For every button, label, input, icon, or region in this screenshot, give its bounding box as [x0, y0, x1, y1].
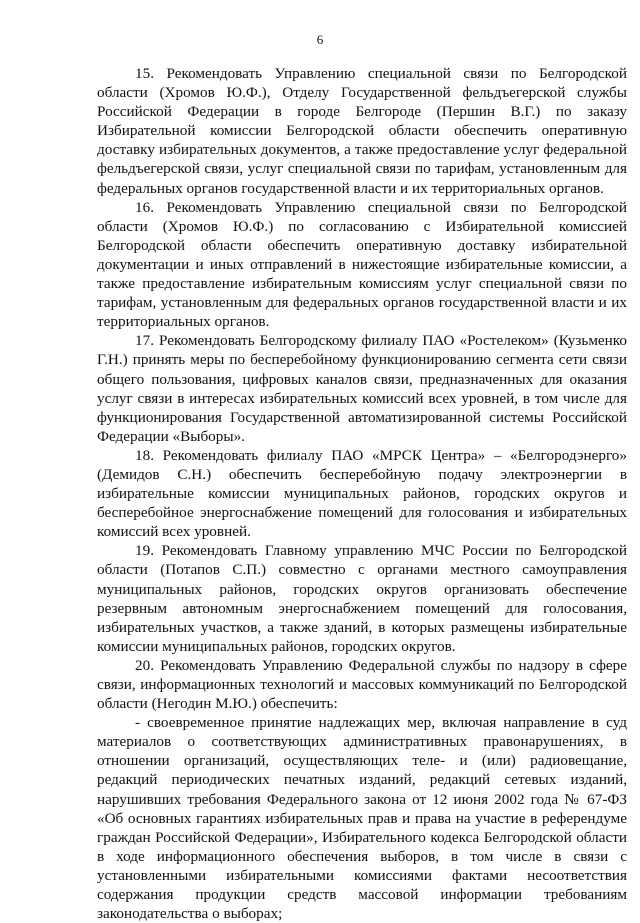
page-number: 6 [316, 32, 324, 47]
paragraph-20-item: - своевременное принятие надлежащих мер, включая направление в суд материалов о соответствующих административных правонарушениях, в отношении организаций, осуществляющих теле- и (или) радиовещание, редакций периодических печатных изданий, редакций сетевых изданий, нарушивших требования Федерального закона от 12 июня 2002 года № 67-ФЗ «Об основных гарантиях избирательных прав и права на участие в референдуме граждан Российской Федерации», Избирательного кодекса Белгородской области в ходе информационного обеспечения выборов, в том числе в связи с установленными избирательными комиссиями фактами несоответствия содержания продукции средств массовой информации требованиям законодательства о выборах; [97, 714, 627, 923]
paragraph-17: 17. Рекомендовать Белгородскому филиалу ПАО «Ростелеком» (Кузьменко Г.Н.) принять меры по бесперебойному функционированию сегмента сети связи общего пользования, цифровых каналов связи, предназначенных для оказания услуг связи в интересах избирательных комиссий всех уровней, в том числе для функционирования Государственной автоматизированной системы Российской Федерации «Выборы». [97, 332, 627, 445]
paragraph-20: 20. Рекомендовать Управлению Федеральной службы по надзору в сфере связи, информационных технологий и массовых коммуникаций по Белгородской области (Негодин М.Ю.) обеспечить: [97, 656, 627, 713]
paragraph-19: 19. Рекомендовать Главному управлению МЧС России по Белгородской области (Потапов С.П.) совместно с органами местного самоуправления муниципальных районов, городских округов организовать обеспечение резервным автономным энергоснабжением помещений для голосования, избирательных участков, а также зданий, в которых размещены избирательные комиссии муниципальных районов, городских округов. [97, 542, 627, 655]
paragraph-15: 15. Рекомендовать Управлению специальной связи по Белгородской области (Хромов Ю.Ф.), Отделу Государственной фельдъегерской службы Российской Федерации в городе Белгороде (Першин В.Г.) по заказу Избирательной комиссии Белгородской области обеспечить оперативную доставку избирательных документов, а также предоставление услуг федеральной фельдъегерской связи, услуг специальной связи по тарифам, установленным для федеральных органов государственной власти и их территориальных органов. [97, 65, 627, 197]
document-body [97, 64, 627, 923]
paragraph-18: 18. Рекомендовать филиалу ПАО «МРСК Центра» – «Белгородэнерго» (Демидов С.Н.) обеспечить бесперебойную подачу электроэнергии в избирательные комиссии муниципальных районов, городских округов и бесперебойное энергоснабжение помещений для голосования и избирательных комиссий всех уровней. [97, 446, 627, 541]
paragraph-16: 16. Рекомендовать Управлению специальной связи по Белгородской области (Хромов Ю.Ф.) по согласованию с Избирательной комиссией Белгородской области обеспечить оперативную доставку избирательной документации и иных отправлений в нижестоящие избирательные комиссии, а также предоставление избирательным комиссиям услуг специальной связи по тарифам, установленным для федеральных органов государственной власти и их территориальных органов. [97, 198, 627, 331]
